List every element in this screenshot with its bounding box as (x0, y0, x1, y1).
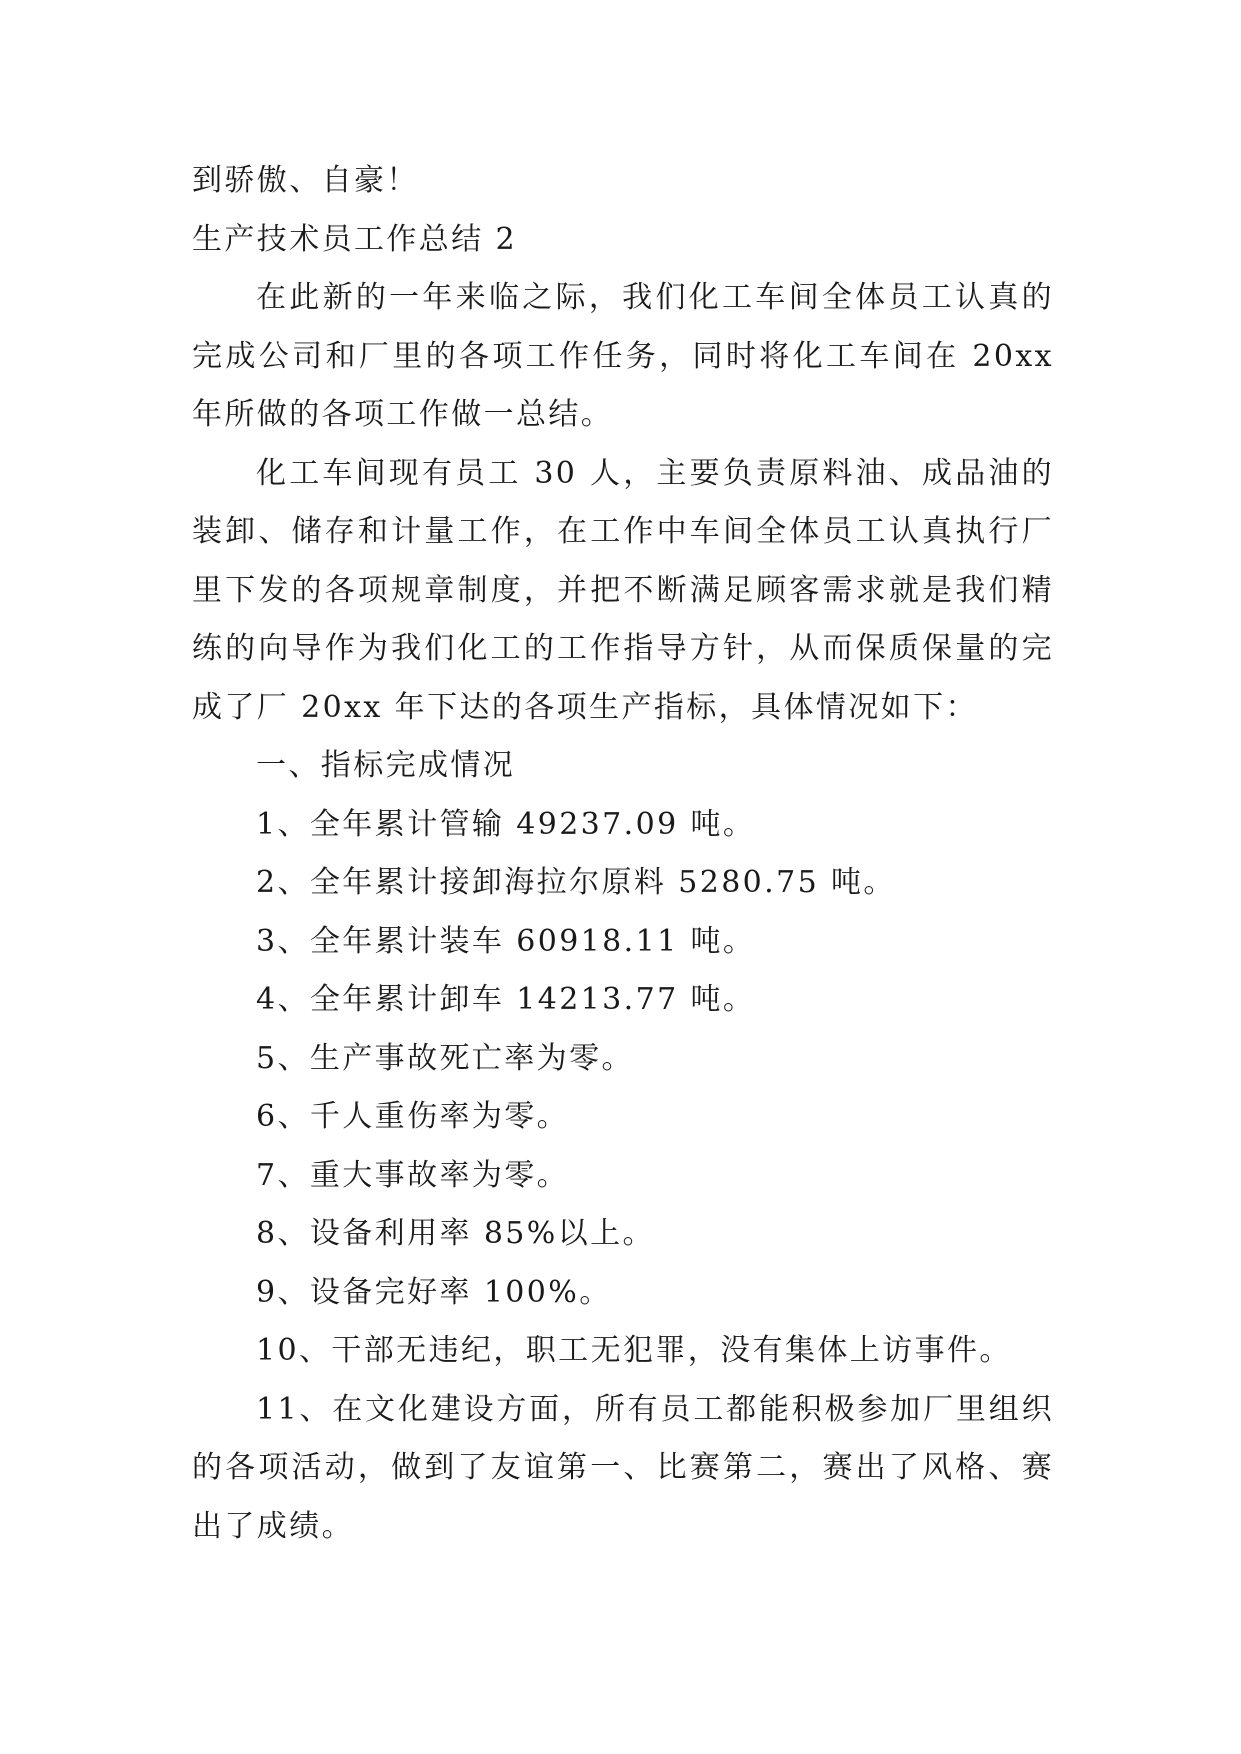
list-item: 8、设备利用率 85%以上。 (256, 1216, 655, 1251)
body-text-line: 里下发的各项规章制度，并把不断满足顾客需求就是我们精 (192, 572, 1054, 608)
list-item: 10、干部无违纪，职工无犯罪，没有集体上访事件。 (256, 1333, 1012, 1368)
body-text-line: 练的向导作为我们化工的工作指导方针，从而保质保量的完 (192, 631, 1054, 666)
list-item: 9、设备完好率 100%。 (256, 1274, 612, 1310)
body-text-line: 出了成绩。 (192, 1508, 354, 1544)
list-item: 4、全年累计卸车 14213.77 吨。 (256, 982, 756, 1017)
document-page (192, 152, 1054, 1556)
body-text-line: 完成公司和厂里的各项工作任务，同时将化工车间在 20xx (192, 338, 1054, 374)
list-item: 3、全年累计装车 60918.11 吨。 (256, 923, 756, 959)
list-item: 7、重大事故率为零。 (256, 1157, 570, 1193)
list-item: 5、生产事故死亡率为零。 (256, 1040, 634, 1076)
body-text-line: 化工车间现有员工 30 人，主要负责原料油、成品油的 (256, 455, 1054, 491)
body-text-line: 到骄傲、自豪！ (192, 163, 419, 198)
list-item: 11、在文化建设方面，所有员工都能积极参加厂里组织 (256, 1391, 1054, 1427)
body-text-line: 的各项活动，做到了友谊第一、比赛第二，赛出了风格、赛 (192, 1450, 1054, 1485)
subsection-heading: 一、指标完成情况 (256, 748, 516, 783)
list-item: 1、全年累计管输 49237.09 吨。 (256, 806, 756, 842)
section-heading: 生产技术员工作总结 2 (192, 221, 518, 257)
body-text-line: 年所做的各项工作做一总结。 (192, 397, 614, 432)
body-text-line: 成了厂 20xx 年下达的各项生产指标，具体情况如下： (192, 689, 978, 725)
body-text-line: 在此新的一年来临之际，我们化工车间全体员工认真的 (256, 280, 1054, 315)
body-text-line: 装卸、储存和计量工作，在工作中车间全体员工认真执行厂 (192, 514, 1054, 549)
list-item: 6、千人重伤率为零。 (256, 1099, 570, 1134)
list-item: 2、全年累计接卸海拉尔原料 5280.75 吨。 (256, 865, 896, 900)
